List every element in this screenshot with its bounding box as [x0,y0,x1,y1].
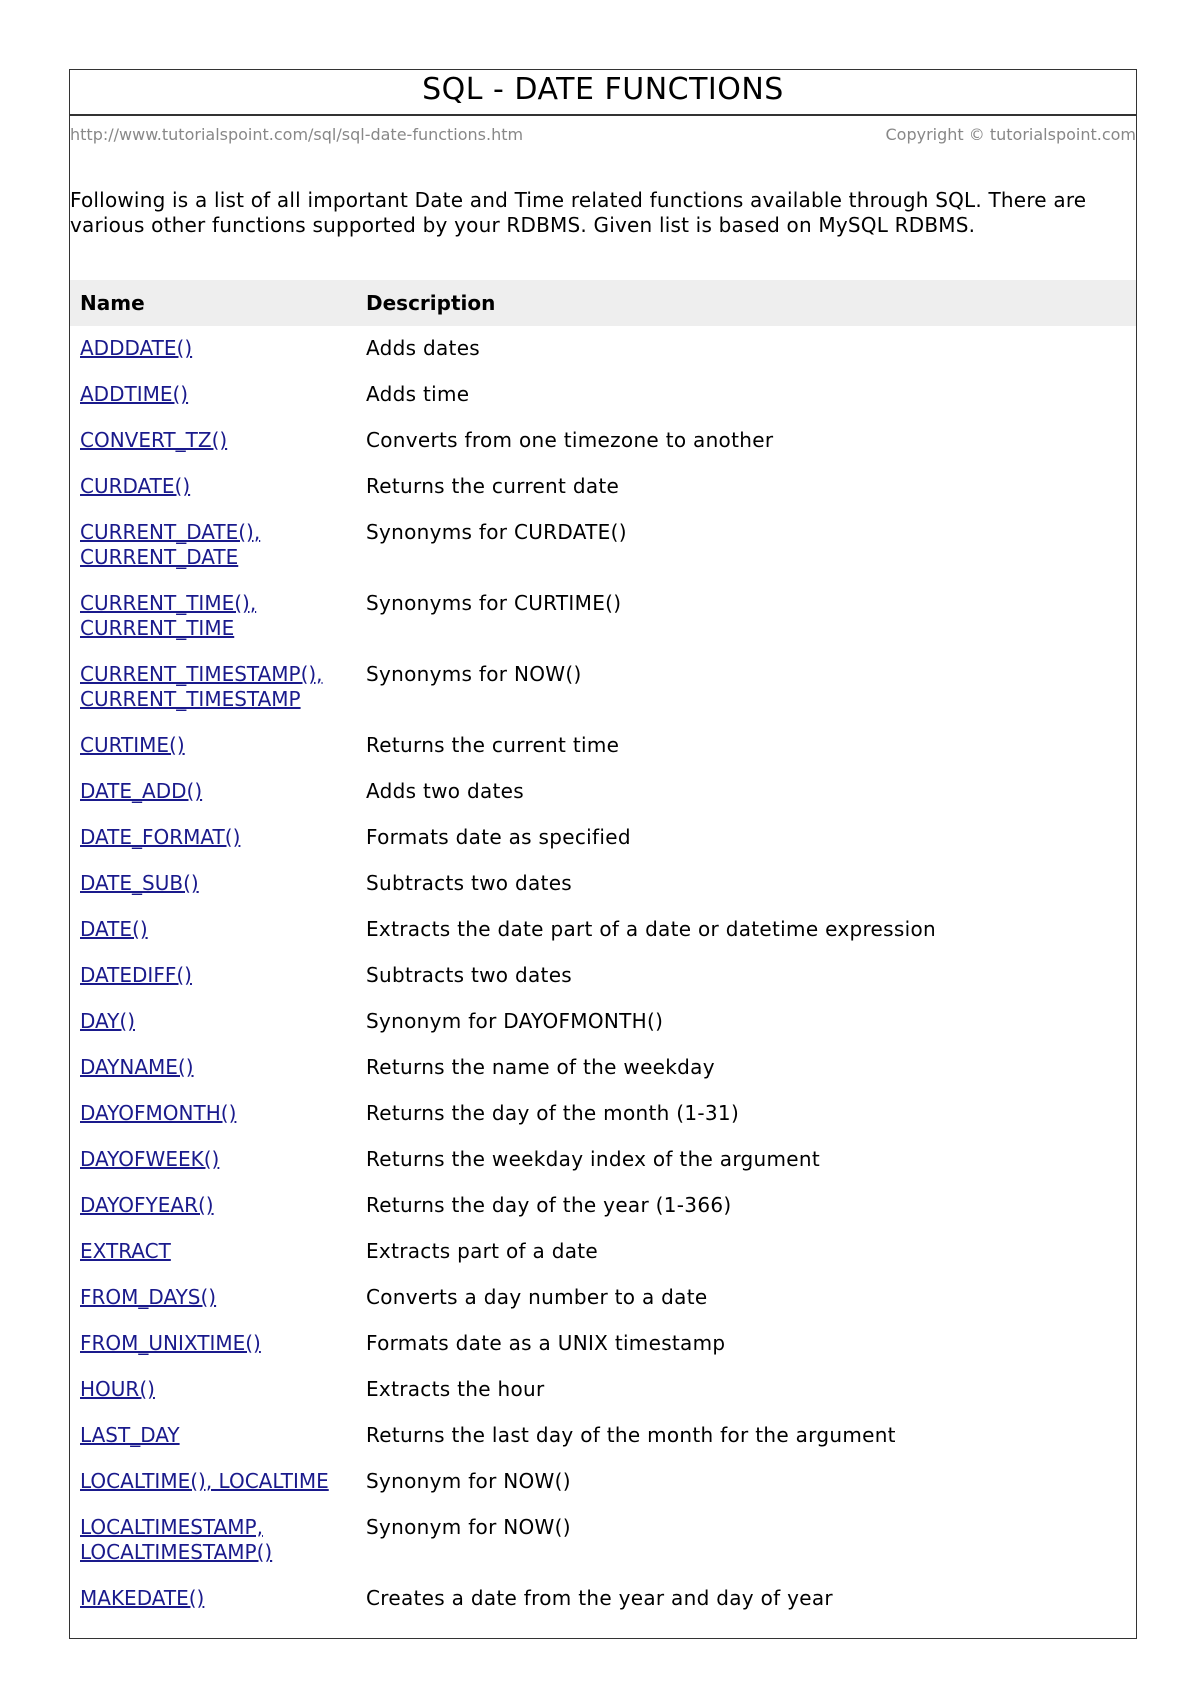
table-row [70,510,1136,581]
function-name-cell [70,1469,366,1494]
table-row [70,1413,1136,1459]
function-description: Synonyms for CURTIME() [366,591,622,615]
table-body [70,326,1136,1622]
function-description: Extracts part of a date [366,1239,599,1263]
function-description: Adds two dates [366,779,525,803]
function-link[interactable]: MAKEDATE() [80,1586,205,1610]
table-row [70,999,1136,1045]
function-description: Returns the day of the year (1-366) [366,1193,732,1217]
source-url[interactable]: http://www.tutorialspoint.com/sql/sql-date-functions.htm [70,125,524,144]
functions-table [70,280,1136,1622]
function-name-cell [70,591,366,641]
function-name-cell [70,1193,366,1218]
function-link[interactable]: EXTRACT [80,1239,171,1263]
table-row [70,861,1136,907]
function-link[interactable]: CURRENT_DATE(), CURRENT_DATE [80,520,261,569]
function-link[interactable]: HOUR() [80,1377,155,1401]
function-description: Extracts the hour [366,1377,545,1401]
table-row [70,1045,1136,1091]
function-description: Returns the last day of the month for the argument [366,1423,896,1447]
function-description: Formats date as a UNIX timestamp [366,1331,726,1355]
function-description: Adds time [366,382,470,406]
table-row [70,326,1136,372]
function-name-cell [70,336,366,361]
function-link[interactable]: DAY() [80,1009,135,1033]
function-name-cell [70,917,366,942]
function-name-cell [70,1586,366,1611]
function-link[interactable]: CURTIME() [80,733,185,757]
function-description: Synonym for NOW() [366,1515,571,1539]
function-link[interactable]: CURRENT_TIMESTAMP(), CURRENT_TIMESTAMP [80,662,323,711]
function-name-cell [70,520,366,570]
page-frame [69,69,1137,1639]
function-description: Converts from one timezone to another [366,428,774,452]
function-link[interactable]: CONVERT_TZ() [80,428,228,452]
function-link[interactable]: LOCALTIMESTAMP, LOCALTIMESTAMP() [80,1515,273,1564]
function-link[interactable]: DAYOFWEEK() [80,1147,220,1171]
function-name-cell [70,1423,366,1448]
function-description: Synonym for NOW() [366,1469,571,1493]
table-row [70,1229,1136,1275]
function-link[interactable]: FROM_DAYS() [80,1285,217,1309]
function-link[interactable]: ADDTIME() [80,382,189,406]
table-row [70,1505,1136,1576]
function-name-cell [70,733,366,758]
function-name-cell [70,474,366,499]
table-row [70,581,1136,652]
function-link[interactable]: DATE() [80,917,148,941]
table-row [70,1459,1136,1505]
page-title: SQL - DATE FUNCTIONS [70,70,1136,116]
table-row [70,652,1136,723]
function-name-cell [70,871,366,896]
function-description: Returns the day of the month (1-31) [366,1101,740,1125]
function-description: Synonyms for CURDATE() [366,520,627,544]
table-row [70,464,1136,510]
table-header [70,280,1136,326]
function-name-cell [70,1515,366,1565]
header-name: Name [80,291,145,315]
function-link[interactable]: CURDATE() [80,474,191,498]
function-link[interactable]: DAYOFMONTH() [80,1101,237,1125]
function-description: Synonyms for NOW() [366,662,582,686]
function-description: Subtracts two dates [366,871,573,895]
function-name-cell [70,1285,366,1310]
table-row [70,1321,1136,1367]
function-description: Returns the weekday index of the argument [366,1147,821,1171]
function-name-cell [70,382,366,407]
header-description: Description [366,291,496,315]
function-description: Creates a date from the year and day of year [366,1586,833,1610]
table-row [70,815,1136,861]
function-link[interactable]: CURRENT_TIME(), CURRENT_TIME [80,591,257,640]
table-row [70,769,1136,815]
function-description: Returns the name of the weekday [366,1055,715,1079]
function-name-cell [70,825,366,850]
function-name-cell [70,1239,366,1264]
table-row [70,907,1136,953]
function-link[interactable]: DATE_ADD() [80,779,203,803]
function-link[interactable]: LAST_DAY [80,1423,180,1447]
function-description: Converts a day number to a date [366,1285,708,1309]
table-row [70,1137,1136,1183]
table-row [70,1576,1136,1622]
table-row [70,372,1136,418]
function-description: Returns the current time [366,733,620,757]
function-link[interactable]: DATE_FORMAT() [80,825,241,849]
function-name-cell [70,1009,366,1034]
table-row [70,1183,1136,1229]
function-link[interactable]: DAYOFYEAR() [80,1193,214,1217]
function-name-cell [70,963,366,988]
function-name-cell [70,1101,366,1126]
function-link[interactable]: DAYNAME() [80,1055,194,1079]
table-row [70,723,1136,769]
function-description: Returns the current date [366,474,620,498]
table-row [70,1275,1136,1321]
function-name-cell [70,1055,366,1080]
function-name-cell [70,1147,366,1172]
function-link[interactable]: LOCALTIME(), LOCALTIME [80,1469,329,1493]
table-row [70,418,1136,464]
intro-paragraph: Following is a list of all important Date and Time related functions available through SQL. There are various other functions supported by your RDBMS. Given list is based on MySQL RDBMS. [70,188,1087,237]
function-description: Synonym for DAYOFMONTH() [366,1009,664,1033]
function-description: Adds dates [366,336,481,360]
function-description: Formats date as specified [366,825,631,849]
function-link[interactable]: ADDDATE() [80,336,193,360]
function-name-cell [70,1331,366,1356]
function-description: Subtracts two dates [366,963,573,987]
function-name-cell [70,428,366,453]
function-link[interactable]: FROM_UNIXTIME() [80,1331,261,1355]
function-link[interactable]: DATE_SUB() [80,871,199,895]
function-link[interactable]: DATEDIFF() [80,963,192,987]
copyright-notice: Copyright © tutorialspoint.com [885,125,1136,144]
function-name-cell [70,1377,366,1402]
function-name-cell [70,662,366,712]
table-row [70,1091,1136,1137]
function-name-cell [70,779,366,804]
table-row [70,1367,1136,1413]
table-row [70,953,1136,999]
function-description: Extracts the date part of a date or datetime expression [366,917,936,941]
